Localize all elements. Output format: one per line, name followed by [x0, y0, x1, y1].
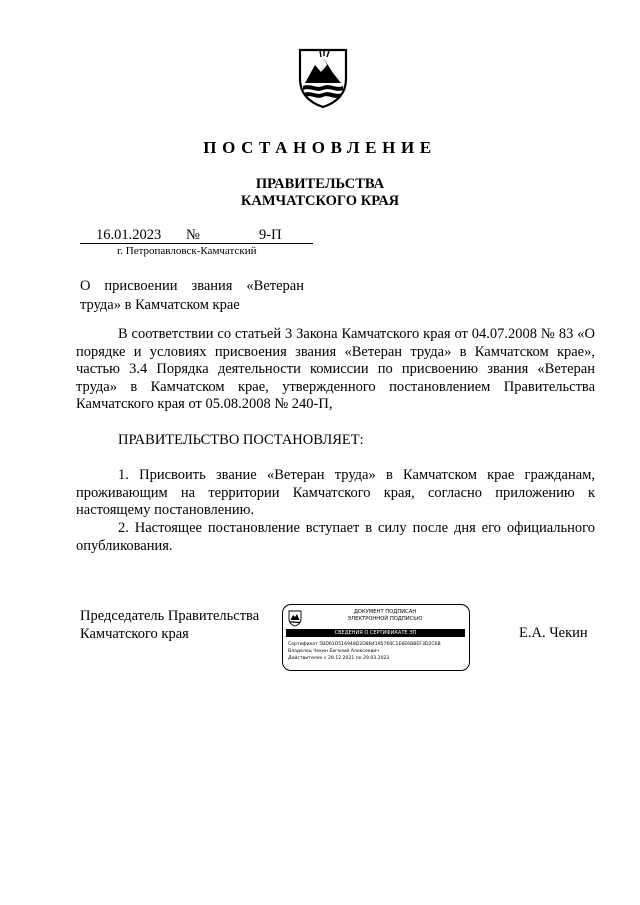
- stamp-title-line-1: ДОКУМЕНТ ПОДПИСАН: [353, 609, 417, 615]
- stamp-details: [288, 641, 466, 662]
- stamp-band-text: СВЕДЕНИЯ О СЕРТИФИКАТЕ ЭП: [334, 630, 417, 636]
- stamp-certificate: Сертификат 5BD61D516948D2D8B4195760C1E6E6BBEF3D2C6B: [288, 642, 441, 647]
- issuer-line-2: КАМЧАТСКОГО КРАЯ: [240, 193, 400, 209]
- signer-name: Е.А. Чекин: [519, 625, 588, 641]
- number-sign: №: [186, 227, 200, 243]
- stamp-title-line-2: ЭЛЕКТРОННОЙ ПОДПИСЬЮ: [347, 616, 423, 622]
- item-2-paragraph: 2. Настоящее постановление вступает в силу после дня его официального опубликования.: [76, 520, 595, 554]
- document-type-heading: ПОСТАНОВЛЕНИЕ: [203, 138, 437, 157]
- stamp-owner: Владелец Чекин Евгений Алексеевич: [288, 649, 380, 654]
- document-city: г. Петропавловск-Камчатский: [117, 245, 257, 257]
- document-subject: О присвоении звания «Ветеран труда» в Камчатском крае: [80, 278, 304, 313]
- stamp-validity: Действителен с 29.12.2021 по 29.03.2023: [288, 656, 390, 661]
- issuer-heading: [0, 176, 640, 210]
- signer-position-line-1: Председатель Правительства: [80, 608, 260, 624]
- stamp-certificate-band: [286, 629, 465, 637]
- coat-of-arms-icon: [297, 45, 349, 109]
- stamp-title: [305, 609, 465, 623]
- issuer-line-1: ПРАВИТЕЛЬСТВА: [255, 176, 385, 192]
- preamble-paragraph: В соответствии со статьей 3 Закона Камчатского края от 04.07.2008 № 83 «О порядке и условиях присвоения звания «Ветеран труда» в Камчатском крае», частью 3.4 Порядка деятельности комиссии по присвоению звания «Ветеран труда» в Камчатском крае, утвержденного постановлением Правительства Камчатского края от 05.08.2008 № 240-П,: [76, 326, 595, 412]
- electronic-signature-stamp: [282, 604, 470, 671]
- meta-underline: [80, 243, 313, 244]
- document-date: 16.01.2023: [96, 227, 162, 243]
- document-number: 9-П: [259, 227, 282, 243]
- signer-position: [80, 607, 259, 643]
- item-1-paragraph: 1. Присвоить звание «Ветеран труда» в Камчатском крае гражданам, проживающим на территории Камчатского края, согласно приложению к настоящему постановлению.: [76, 467, 595, 518]
- coat-of-arms-small-icon: [288, 610, 302, 627]
- resolves-paragraph: ПРАВИТЕЛЬСТВО ПОСТАНОВЛЯЕТ:: [118, 432, 364, 448]
- signer-position-line-2: Камчатского края: [80, 626, 189, 642]
